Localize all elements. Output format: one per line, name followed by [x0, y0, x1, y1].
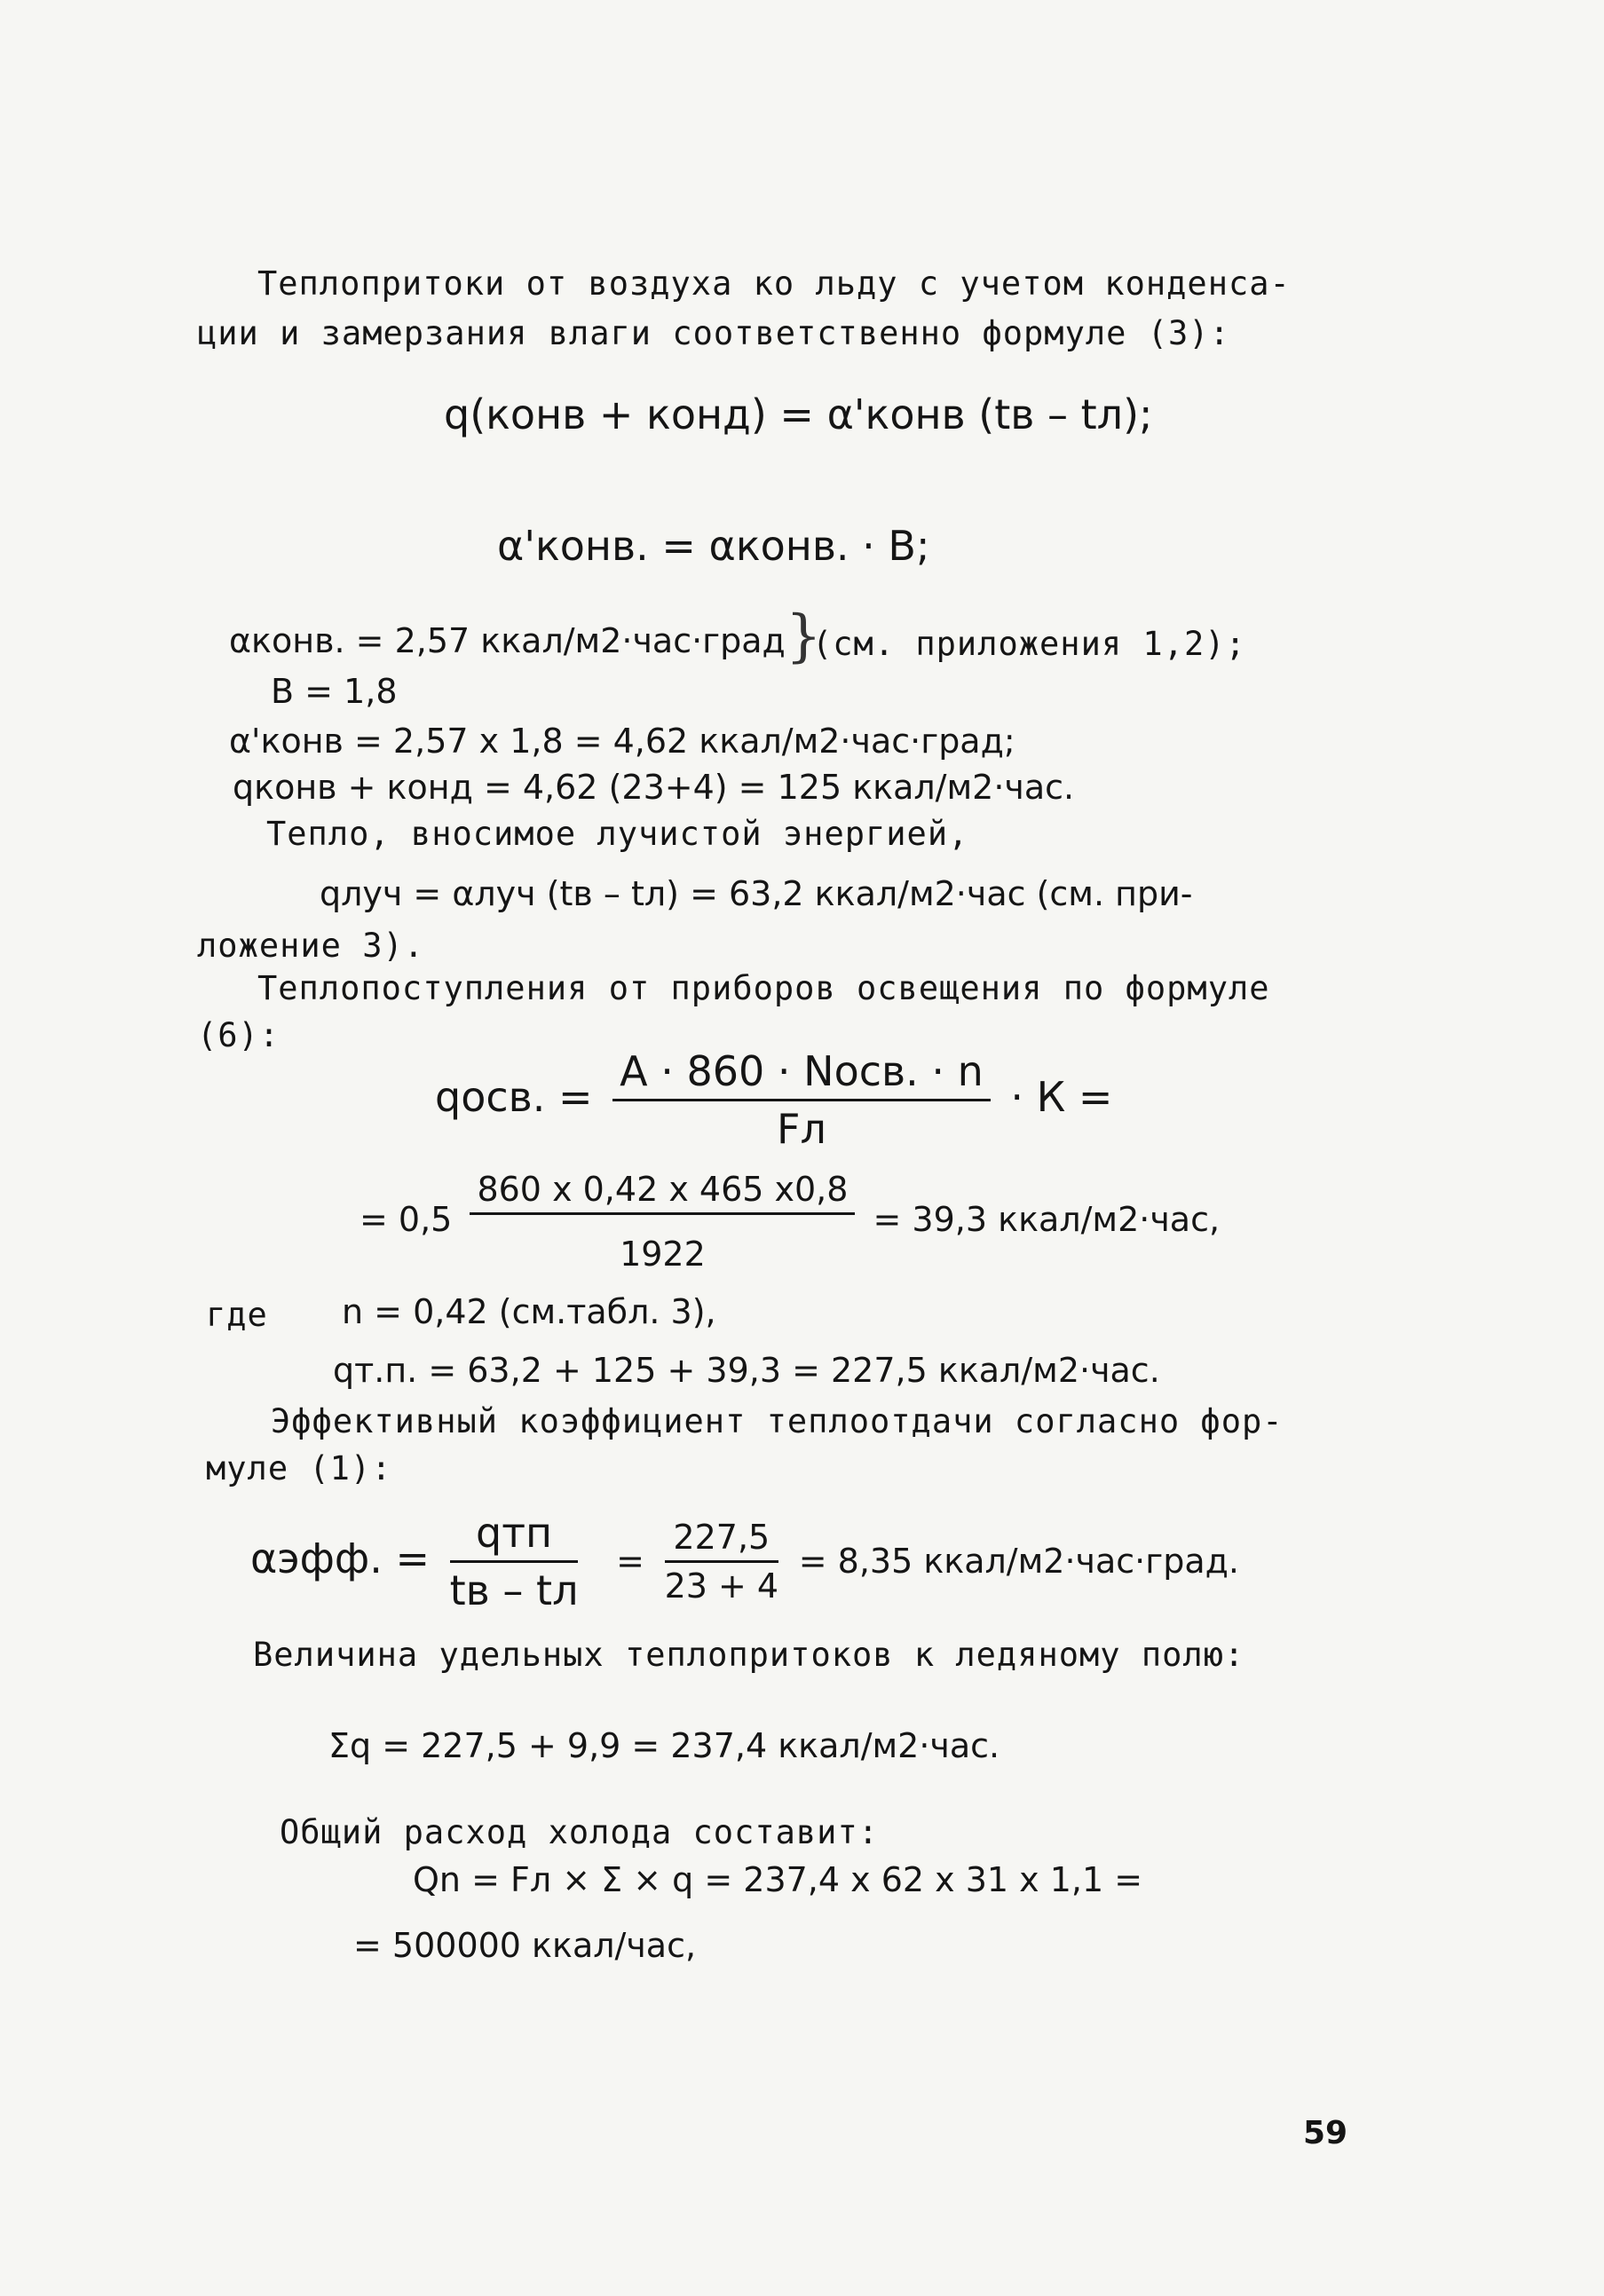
formula-q-konv-kond: q(конв + конд) = α'конв (tв – tл);: [444, 391, 1153, 438]
q-konv-kond-value: qконв + конд = 4,62 (23+4) = 125 ккал/м2·час.: [233, 768, 1075, 807]
q-osv-denominator: Fл: [777, 1105, 826, 1153]
osv-calculation: [360, 1170, 1220, 1274]
alpha-eff-result: = 8,35 ккал/м2·час·град.: [798, 1542, 1239, 1581]
radiant-heat-label: Тепло, вносимое лучистой энергией,: [266, 815, 969, 853]
right-brace: }: [786, 604, 822, 669]
alpha-eff-symbolic-fraction: [450, 1509, 579, 1614]
alpha-eff-lhs: αэфф. =: [250, 1535, 431, 1582]
q-osv-lhs: qосв. =: [435, 1073, 593, 1121]
osv-calc-prefix: = 0,5: [360, 1200, 453, 1239]
alpha-eff-numeric-numerator: 227,5: [665, 1518, 779, 1563]
q-osv-fraction: [612, 1047, 991, 1153]
formula-q-osv: [435, 1047, 1112, 1153]
page-number: 59: [1303, 2115, 1348, 2151]
alpha-konv-value: αконв. = 2,57 ккал/м2·час·град: [229, 621, 786, 660]
b-value: В = 1,8: [271, 672, 398, 711]
intro-line-1: Теплопритоки от воздуха ко льду с учетом конденса-: [257, 264, 1291, 303]
formula-alpha-prime: α'конв. = αконв. · В;: [497, 522, 930, 570]
alpha-prime-value: α'конв = 2,57 х 1,8 = 4,62 ккал/м2·час·град;: [229, 722, 1015, 761]
lighting-line-1: Теплопоступления от приборов освещения по формуле: [257, 969, 1270, 1007]
lighting-line-2: (6):: [197, 1016, 281, 1054]
osv-calc-fraction: [470, 1170, 855, 1274]
formula-qn: Qn = Fл × Σ × q = 237,4 х 62 х 31 х 1,1 =: [413, 1860, 1143, 1899]
where-n: n = 0,42 (см.табл. 3),: [342, 1292, 716, 1331]
q-osv-rhs: · К =: [1010, 1073, 1113, 1121]
where-label: где: [206, 1296, 268, 1334]
formula-q-luch: qлуч = αлуч (tв – tл) = 63,2 ккал/м2·час (см. при-: [320, 874, 1193, 913]
formula-alpha-eff: αэфф. = $\frac{\text{qтп}}{tв - tл}$ = $\frac{227,5}{23 + 4}$ = 8,35 ккал/м2·час·град.: [250, 1509, 1239, 1614]
specific-heat-label: Величина удельных теплопритоков к ледяному полю:: [253, 1636, 1245, 1674]
eff-line-1: Эффективный коэффициент теплоотдачи согласно фор-: [271, 1402, 1284, 1440]
total-cold-label: Общий расход холода составит:: [280, 1813, 880, 1851]
osv-calc-numerator: 860 х 0,42 х 465 х0,8: [470, 1170, 855, 1215]
alpha-eff-numeric-denominator: 23 + 4: [664, 1566, 779, 1606]
qn-result: = 500000 ккал/час,: [353, 1926, 697, 1965]
alpha-eff-symbolic-numerator: qтп: [450, 1509, 579, 1563]
alpha-eff-symbolic-denominator: tв – tл: [449, 1566, 579, 1614]
alpha-eff-numeric-fraction: [665, 1518, 779, 1606]
osv-calc-denominator: 1922: [620, 1235, 706, 1274]
intro-line-2: ции и замерзания влаги соответственно формуле (3):: [197, 314, 1230, 352]
sum-q: Σq = 227,5 + 9,9 = 237,4 ккал/м2·час.: [328, 1726, 1000, 1765]
osv-calc-result: = 39,3 ккал/м2·час,: [873, 1200, 1221, 1239]
q-osv-numerator: А · 860 · Nосв. · n: [612, 1047, 991, 1101]
appendix-3-continued: ложение 3).: [197, 927, 425, 965]
see-appendix-1-2: (см. приложения 1,2);: [812, 625, 1246, 663]
eff-line-2: муле (1):: [206, 1449, 392, 1487]
q-tp-total: qт.п. = 63,2 + 125 + 39,3 = 227,5 ккал/м2·час.: [333, 1351, 1160, 1390]
